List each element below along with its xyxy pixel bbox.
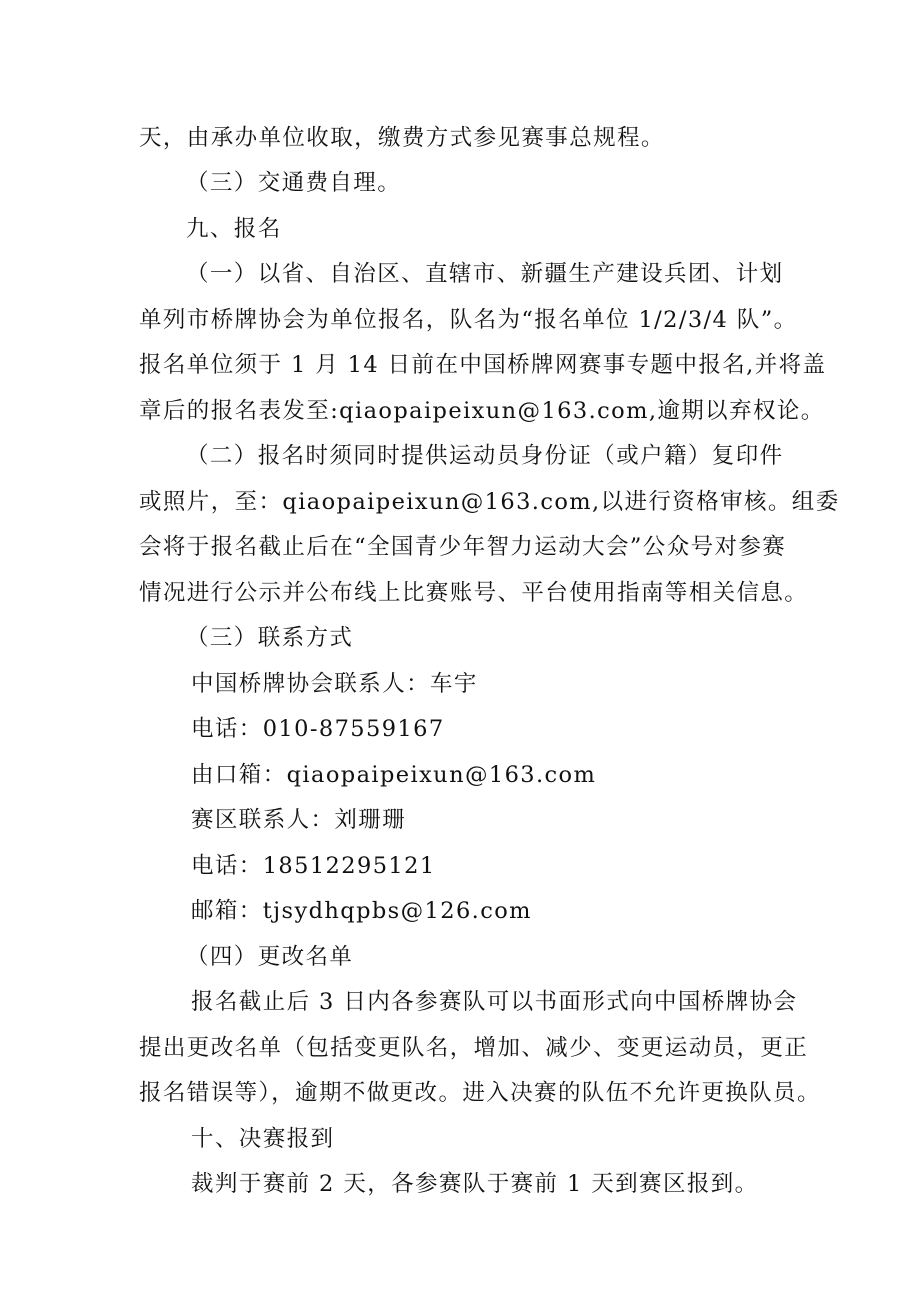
text-line: 报名截止后 3 日内各参赛队可以书面形式向中国桥牌协会 [191, 989, 798, 1015]
contact-email: 由口箱：qiaopaipeixun@163.com [191, 762, 597, 788]
section-heading: 十、决赛报到 [191, 1126, 335, 1152]
text-line: 提出更改名单（包括变更队名，增加、减少、变更运动员，更正 [139, 1035, 809, 1061]
contact-person: 赛区联系人：刘珊珊 [191, 807, 407, 833]
section-subheading: （四）更改名单 [186, 944, 354, 970]
text-line: 天，由承办单位收取，缴费方式参见赛事总规程。 [139, 125, 665, 151]
contact-email: 邮箱：tjsydhqpbs@126.com [191, 898, 532, 924]
text-line: 单列市桥牌协会为单位报名，队名为“报名单位 1/2/3/4 队”。 [139, 307, 798, 333]
contact-person: 中国桥牌协会联系人：车宇 [191, 671, 478, 697]
text-line: 报名单位须于 1 月 14 日前在中国桥牌网赛事专题中报名,并将盖 [139, 352, 827, 378]
contact-phone: 电话：010-87559167 [191, 716, 445, 742]
contact-phone: 电话：18512295121 [191, 853, 436, 879]
text-line: 裁判于赛前 2 天，各参赛队于赛前 1 天到赛区报到。 [191, 1171, 759, 1197]
text-line: 章后的报名表发至:qiaopaipeixun@163.com,逾期以弃权论。 [139, 398, 825, 424]
section-subheading: （三）联系方式 [186, 625, 354, 651]
text-line: 会将于报名截止后在“全国青少年智力运动大会”公众号对参赛 [139, 534, 787, 560]
text-line: （一）以省、自治区、直辖市、新疆生产建设兵团、计划 [186, 261, 784, 287]
section-heading: 九、报名 [186, 216, 282, 242]
section-subheading: （三）交通费自理。 [186, 170, 402, 196]
text-line: 或照片，至：qiaopaipeixun@163.com,以进行资格审核。组委 [139, 489, 840, 515]
text-line: 情况进行公示并公布线上比赛账号、平台使用指南等相关信息。 [139, 580, 809, 606]
text-line: （二）报名时须同时提供运动员身份证（或户籍）复印件 [186, 443, 784, 469]
text-line: 报名错误等），逾期不做更改。进入决赛的队伍不允许更换队员。 [139, 1080, 821, 1106]
